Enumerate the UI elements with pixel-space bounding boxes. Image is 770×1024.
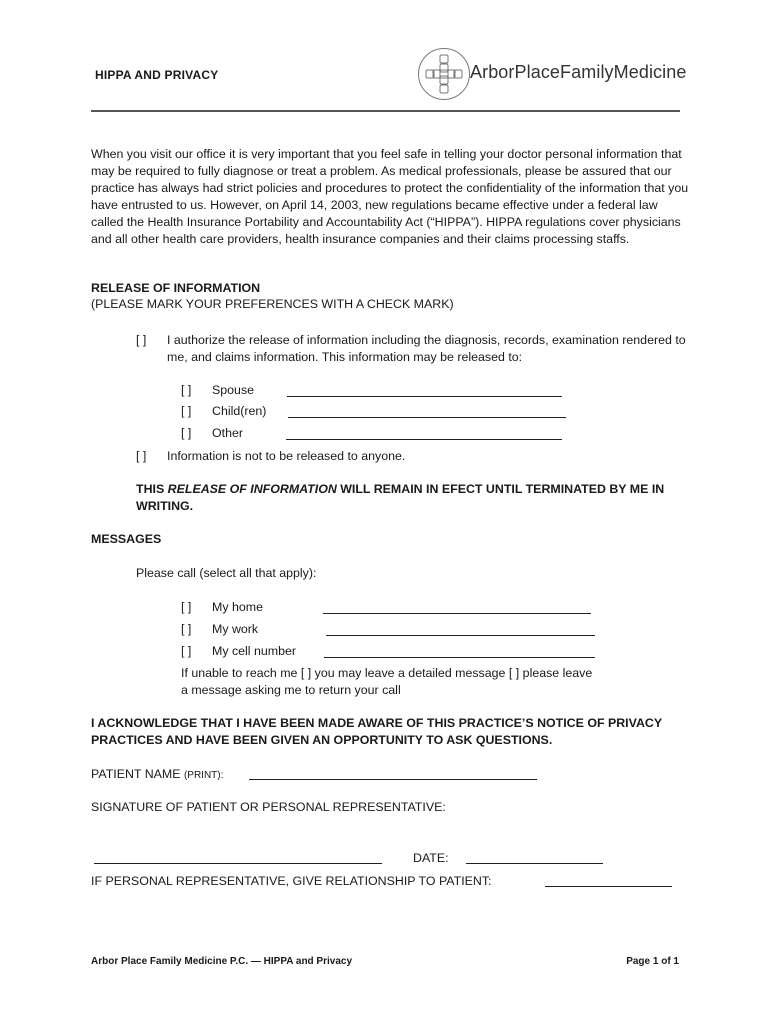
work-checkbox[interactable]: [ ]: [181, 622, 192, 636]
work-label: My work: [212, 622, 259, 636]
not-released-text: Information is not to be released to anyone.: [167, 449, 406, 463]
children-checkbox[interactable]: [ ]: [181, 404, 192, 418]
page-header-title: HIPPA AND PRIVACY: [95, 68, 219, 82]
authorize-checkbox[interactable]: [ ]: [136, 333, 147, 347]
spouse-label: Spouse: [212, 383, 255, 397]
release-notice-part2: WILL REMAIN IN EFECT UNTIL TERMINATED BY ME IN WRITING.: [136, 482, 665, 513]
release-heading: RELEASE OF INFORMATION: [91, 281, 261, 295]
spouse-checkbox[interactable]: [ ]: [181, 383, 192, 397]
home-label: My home: [212, 600, 263, 614]
header-divider: [91, 110, 680, 112]
release-notice: [136, 481, 676, 515]
cell-blank-line[interactable]: [324, 645, 595, 658]
unable-text-b: you may leave a detailed message: [314, 666, 506, 680]
spouse-blank-line[interactable]: [287, 384, 562, 397]
unable-text-d: a message asking me to return your call: [181, 683, 401, 697]
footer-page-number: Page 1 of 1: [626, 956, 679, 967]
patient-name-field[interactable]: [249, 767, 537, 780]
authorize-text: I authorize the release of information including the diagnosis, records, examination rendered to me, and claims information. This information may be released to:: [167, 333, 686, 364]
patient-name-label: [91, 766, 223, 784]
not-released-checkbox[interactable]: [ ]: [136, 449, 147, 463]
patient-name-print: (PRINT):: [183, 770, 224, 781]
detailed-message-checkbox[interactable]: [ ]: [300, 666, 312, 680]
unable-text-a: If unable to reach me: [181, 666, 298, 680]
signature-label: SIGNATURE OF PATIENT OR PERSONAL REPRESENTATIVE:: [91, 800, 446, 814]
arbor-place-logo-icon: [417, 47, 471, 101]
home-blank-line[interactable]: [323, 601, 591, 614]
release-subheading: (PLEASE MARK YOUR PREFERENCES WITH A CHECK MARK): [91, 297, 454, 311]
children-blank-line[interactable]: [288, 405, 566, 418]
messages-heading: MESSAGES: [91, 532, 162, 546]
date-label: DATE:: [413, 851, 449, 865]
cell-label: My cell number: [212, 644, 297, 658]
date-field[interactable]: [466, 851, 603, 864]
home-checkbox[interactable]: [ ]: [181, 600, 192, 614]
children-label: Child(ren): [212, 404, 267, 418]
release-notice-italic: RELEASE OF INFORMATION: [167, 482, 337, 496]
relationship-label: IF PERSONAL REPRESENTATIVE, GIVE RELATIONSHIP TO PATIENT:: [91, 874, 492, 888]
unable-to-reach-line: [181, 665, 592, 682]
cell-checkbox[interactable]: [ ]: [181, 644, 192, 658]
acknowledge-statement: I ACKNOWLEDGE THAT I HAVE BEEN MADE AWARE OF THIS PRACTICE’S NOTICE OF PRIVACY PRACTICES AND HAVE BEEN GIVEN AN OPPORTUNITY TO ASK QUESTIONS.: [91, 716, 662, 747]
other-label: Other: [212, 426, 243, 440]
work-blank-line[interactable]: [326, 623, 595, 636]
signature-field[interactable]: [94, 851, 382, 864]
relationship-field[interactable]: [545, 874, 672, 887]
return-call-checkbox[interactable]: [ ]: [508, 666, 520, 680]
other-blank-line[interactable]: [286, 427, 562, 440]
unable-text-c: please leave: [522, 666, 593, 680]
release-notice-part1: THIS: [136, 482, 168, 496]
other-checkbox[interactable]: [ ]: [181, 426, 192, 440]
logo-wordmark: ArborPlaceFamilyMedicine: [470, 62, 687, 82]
messages-prompt: Please call (select all that apply):: [136, 566, 317, 580]
intro-paragraph: When you visit our office it is very important that you feel safe in telling your doctor personal information that may be required to fully diagnose or treat a problem. As medical professionals, please be assured that our practice has always had strict policies and procedures to protect the confidentiality of the information that you have entrusted to us. However, on April 14, 2003, new regulations became effective under a federal law called the Health Insurance Portability and Accountability Act (“HIPPA”). HIPPA regulations cover physicians and all other health care providers, health insurance companies and their claims processing staffs.: [91, 147, 689, 246]
patient-name-text: PATIENT NAME: [91, 767, 181, 781]
footer-left: Arbor Place Family Medicine P.C. — HIPPA and Privacy: [91, 956, 353, 967]
